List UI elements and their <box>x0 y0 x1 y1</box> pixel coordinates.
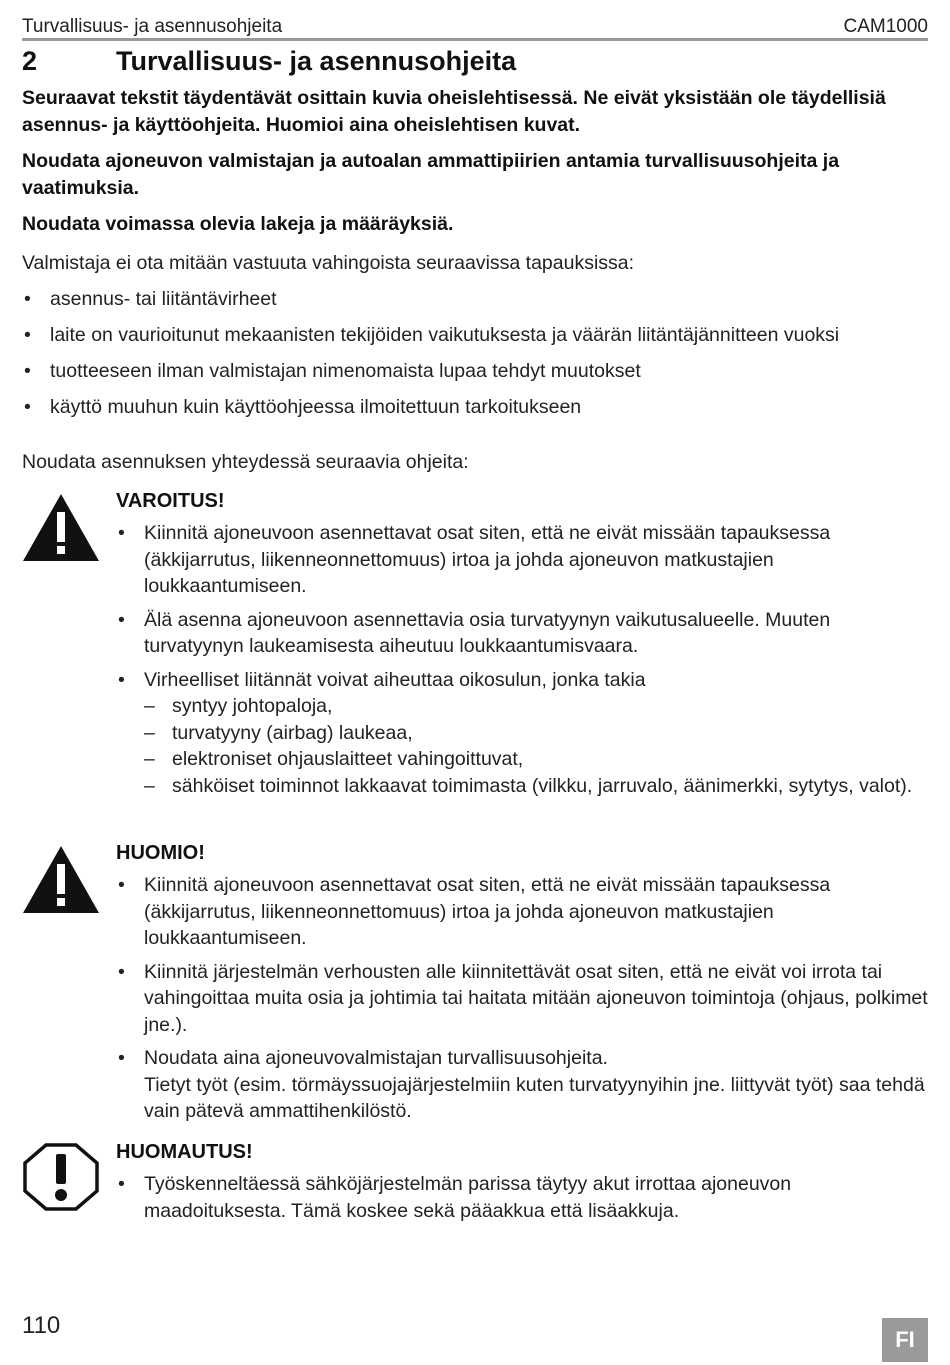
list-item: • käyttö muuhun kuin käyttöohjeessa ilmoitettuun tarkoitukseen <box>22 394 928 420</box>
warning-notice <box>22 488 928 828</box>
caution-notice <box>22 840 928 1130</box>
list-item <box>116 667 928 800</box>
page-header <box>22 8 928 38</box>
list-item-text: Noudata aina ajoneuvovalmistajan turvallisuusohjeita. <box>144 1047 608 1069</box>
section-heading <box>22 42 516 80</box>
list-item <box>116 1045 928 1125</box>
list-item: • Kiinnitä ajoneuvoon asennettavat osat siten, että ne eivät missään tapauksessa (äkkijarrutus, liikenneonnettomuus) irtoa ja johda ajoneuvon matkustajien loukkaantumiseen. <box>116 520 928 600</box>
warning-title: VAROITUS! <box>116 490 225 512</box>
intro-paragraph-1: Seuraavat tekstit täydentävät osittain kuvia oheislehtisessä. Ne eivät yksistään ole täydellisiä asennus- ja käyttöohjeita. Huomioi aina oheislehtisen kuvat. <box>22 87 886 136</box>
caution-content <box>116 840 928 1132</box>
caution-title: HUOMIO! <box>116 842 205 864</box>
header-product-name: CAM1000 <box>843 16 928 37</box>
language-badge: FI <box>882 1318 928 1362</box>
list-item: • tuotteeseen ilman valmistajan nimenomaista lupaa tehdyt muutokset <box>22 358 928 384</box>
list-item-continuation: Tietyt työt (esim. törmäyssuojajärjestelmiin kuten turvatyynyihin jne. liittyvät työt) saa tehdä vain pätevä ammattihenkilöstö. <box>144 1073 925 1122</box>
sub-list-item: – syntyy johtopaloja, <box>144 693 928 720</box>
warning-triangle-icon <box>22 492 100 564</box>
list-item-text: Virheelliset liitännät voivat aiheuttaa oikosulun, jonka takia <box>144 668 646 691</box>
info-notice <box>22 1139 928 1239</box>
intro-paragraph-1-block <box>22 85 928 139</box>
warning-list <box>116 520 928 799</box>
intro-paragraph-3-block <box>22 211 928 238</box>
warning-sublist <box>144 693 928 799</box>
intro-paragraph-2: Noudata ajoneuvon valmistajan ja autoalan ammattipiirien antamia turvallisuusohjeita ja vaatimuksia. <box>22 150 840 199</box>
sub-list-item: – elektroniset ohjauslaitteet vahingoittuvat, <box>144 746 928 773</box>
intro-paragraph-2-block <box>22 148 928 202</box>
info-title: HUOMAUTUS! <box>116 1141 253 1163</box>
list-item: • Älä asenna ajoneuvoon asennettavia osia turvatyynyn vaikutusalueelle. Muuten turvatyynyn laukeamisesta aiheutuu loukkaantumisvaara. <box>116 607 928 660</box>
liability-list <box>22 286 928 420</box>
warning-triangle-icon <box>22 844 100 916</box>
section-title: Turvallisuus- ja asennusohjeita <box>116 45 517 76</box>
info-content <box>116 1139 928 1231</box>
warning-content <box>116 488 928 806</box>
list-item: • laite on vaurioitunut mekaanisten tekijöiden vaikutuksesta ja väärän liitäntäjännitteen vuoksi <box>22 322 928 348</box>
list-item: • asennus- tai liitäntävirheet <box>22 286 928 312</box>
install-intro-block <box>22 449 928 475</box>
info-list <box>116 1171 928 1224</box>
list-item: • Kiinnitä ajoneuvoon asennettavat osat siten, että ne eivät missään tapauksessa (äkkijarrutus, liikenneonnettomuus) irtoa ja johda ajoneuvon matkustajien loukkaantumiseen. <box>116 872 928 952</box>
page-number: 110 <box>22 1312 61 1339</box>
install-intro: Noudata asennuksen yhteydessä seuraavia ohjeita: <box>22 451 469 473</box>
intro-paragraph-3: Noudata voimassa olevia lakeja ja määräyksiä. <box>22 213 454 235</box>
header-chapter-title: Turvallisuus- ja asennusohjeita <box>22 16 283 37</box>
list-item: • Kiinnitä järjestelmän verhousten alle kiinnitettävät osat siten, että ne eivät voi irrota tai vahingoittaa muita osia ja johtimia tai haitata mitään ajoneuvon toimintoja (ohjaus, polkimet jne.). <box>116 959 928 1039</box>
list-item: • Työskenneltäessä sähköjärjestelmän parissa täytyy akut irrottaa ajoneuvon maadoituksesta. Tämä koskee sekä pääakkua että lisäakkuja. <box>116 1171 928 1224</box>
sub-list-item: – turvatyyny (airbag) laukeaa, <box>144 720 928 747</box>
section-number: 2 <box>22 45 38 76</box>
header-divider <box>22 38 928 41</box>
caution-list <box>116 872 928 1125</box>
sub-list-item: – sähköiset toiminnot lakkaavat toimimasta (vilkku, jarruvalo, äänimerkki, sytytys, valot). <box>144 773 928 800</box>
octagon-exclamation-icon <box>22 1141 100 1213</box>
liability-section <box>22 250 928 430</box>
liability-intro: Valmistaja ei ota mitään vastuuta vahingoista seuraavissa tapauksissa: <box>22 252 635 274</box>
